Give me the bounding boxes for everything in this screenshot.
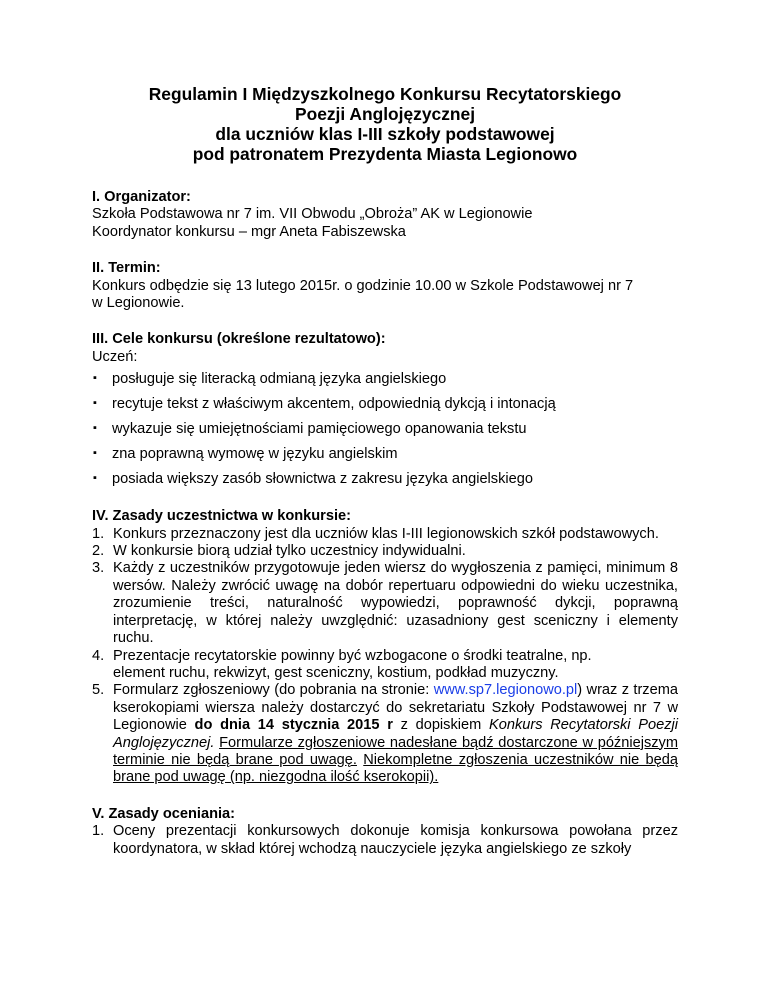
list-item: ▪ wykazuje się umiejętnościami pamięciowego opanowania tekstu (93, 421, 527, 438)
section-grading-heading: V. Zasady oceniania: (92, 805, 236, 822)
late-submission-warning: Formularze zgłoszeniowe nadesłane bądź dostarczone w późniejszym terminie nie będą brane pod uwagę. (113, 734, 678, 768)
list-item: 4. Prezentacje recytatorskie powinny być wzbogacone o środki teatralne, np. element ruchu, rekwizyt, gest sceniczny, kostium, podkład muzyczny. (92, 647, 592, 681)
date-line-1: Konkurs odbędzie się 13 lutego 2015r. o godzinie 10.00 w Szkole Podstawowej nr 7 (92, 277, 634, 294)
bullet-icon: ▪ (93, 422, 97, 435)
section-goals-heading: III. Cele konkursu (określone rezultatowo): (92, 331, 386, 348)
list-item: 5. Formularz zgłoszeniowy (do pobrania na stronie: www.sp7.legionowo.pl) wraz z trzema kserokopiami wiersza należy dostarczyć do sekretariatu Szkoły Podstawowej nr 7 w Legionowie do dnia 14 stycznia 2015 r z dopiskiem Konkurs Recytatorski Poezji Anglojęzycznej. Formularze zgłoszeniowe nadesłane bądź dostarczone w późniejszym terminie nie będą brane pod uwagę. Niekompletne zgłoszenia uczestników nie będą brane pod uwagę (np. niezgodna ilość kserokopii). (92, 682, 678, 786)
section-date (92, 260, 678, 312)
organizer-coordinator: Koordynator konkursu – mgr Aneta Fabiszewska (92, 223, 406, 240)
bullet-icon: ▪ (93, 372, 97, 385)
list-item: ▪ posiada większy zasób słownictwa z zakresu języka angielskiego (93, 471, 533, 488)
section-rules-heading: IV. Zasady uczestnictwa w konkursie: (92, 508, 352, 525)
title-line-3: dla uczniów klas I-III szkoły podstawowej (215, 124, 555, 144)
title-line-1: Regulamin I Międzyszkolnego Konkursu Recytatorskiego (148, 84, 622, 104)
organizer-school: Szkoła Podstawowa nr 7 im. VII Obwodu „Obroża” AK w Legionowie (92, 206, 533, 223)
deadline-date: do dnia 14 stycznia 2015 r (194, 717, 393, 734)
bullet-icon: ▪ (93, 397, 97, 410)
section-organizer (92, 189, 678, 241)
list-item: 1. Konkurs przeznaczony jest dla uczniów klas I-III legionowskich szkół podstawowych. (92, 525, 659, 542)
section-date-heading: II. Termin: (92, 260, 161, 277)
title-line-2: Poezji Anglojęzycznej (294, 104, 476, 124)
incomplete-submission-warning: Niekompletne zgłoszenia uczestników nie będą brane pod uwagę (np. niezgodna ilość kserokopii). (113, 751, 678, 786)
list-item: 1. Oceny prezentacji konkursowych dokonuje komisja konkursowa powołana przez koordynatora, w skład której wchodzą nauczyciele języka angielskiego ze szkoły (92, 823, 678, 857)
list-item: ▪ posługuje się literacką odmianą języka angielskiego (93, 371, 447, 388)
goals-intro: Uczeń: (92, 348, 138, 365)
rules-list (92, 526, 678, 787)
bullet-icon: ▪ (93, 472, 97, 485)
section-rules (92, 508, 678, 787)
list-item: ▪ zna poprawną wymowę w języku angielskim (93, 446, 398, 463)
bullet-icon: ▪ (93, 447, 97, 460)
school-website-link[interactable]: www.sp7.legionowo.pl (433, 682, 578, 699)
document-title (92, 84, 678, 164)
list-item: 2. W konkursie biorą udział tylko uczestnicy indywidualni. (92, 543, 466, 560)
date-line-2: w Legionowie. (92, 295, 185, 312)
title-line-4: pod patronatem Prezydenta Miasta Legionowo (192, 144, 578, 164)
submission-note: Konkurs Recytatorski Poezji Anglojęzycznej. (113, 717, 678, 751)
goals-list (92, 371, 678, 496)
section-goals (92, 331, 678, 496)
document-page (92, 84, 678, 877)
list-item: ▪ recytuje tekst z właściwym akcentem, odpowiednią dykcją i intonacją (93, 396, 556, 413)
grading-list (92, 823, 678, 858)
section-grading (92, 806, 678, 858)
section-organizer-heading: I. Organizator: (92, 189, 191, 205)
list-item: 3. Każdy z uczestników przygotowuje jeden wiersz do wygłoszenia z pamięci, minimum 8 wersów. Należy zwrócić uwagę na dobór repertuaru odpowiedni do wieku uczestnika, zrozumienie treści, naturalność wypowiedzi, poprawność dykcji, poprawną interpretację, w której należy uwzględnić: uzasadniony gest sceniczny i elementy ruchu. (92, 560, 678, 647)
